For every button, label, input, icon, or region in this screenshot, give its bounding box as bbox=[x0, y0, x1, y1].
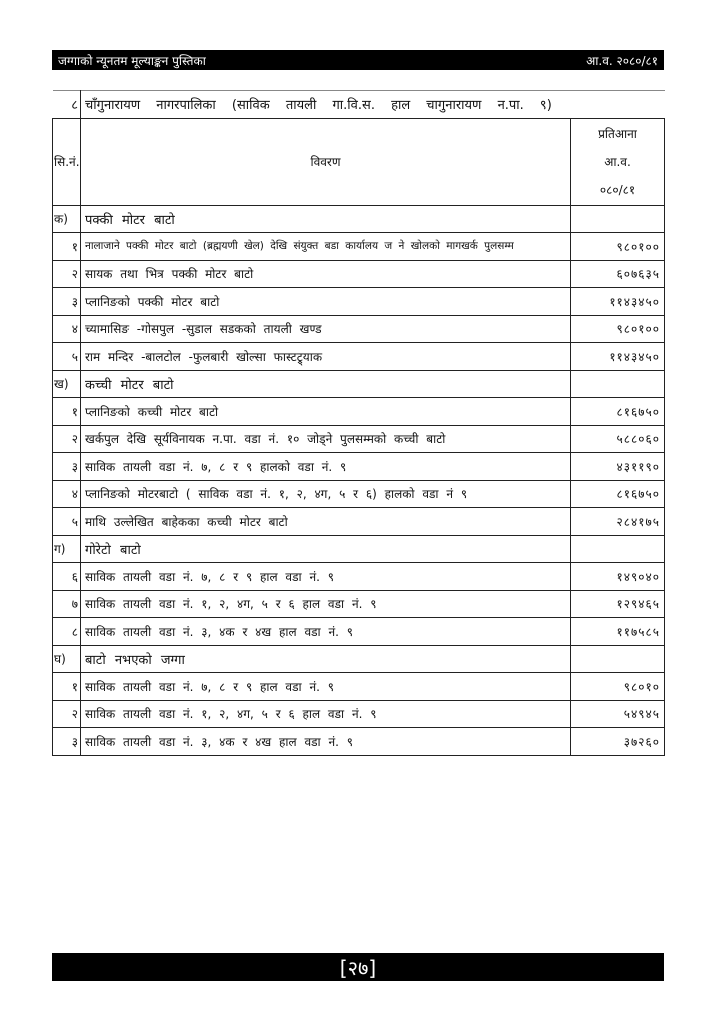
table-row bbox=[53, 618, 665, 646]
row-rate-value: ३७२६० bbox=[571, 728, 665, 756]
fiscal-year: आ.व. २०८०/८१ bbox=[586, 53, 658, 68]
table-row bbox=[53, 590, 665, 618]
row-description: साविक तायली वडा नं. १, २, ४ग, ५ र ६ हाल वडा नं. ९ bbox=[81, 590, 571, 618]
header-bar bbox=[52, 50, 664, 70]
row-rate-value: ६०७६३५ bbox=[571, 260, 665, 288]
header-rate bbox=[571, 118, 665, 205]
table-title-row bbox=[53, 91, 665, 119]
rate-table bbox=[52, 90, 665, 756]
table-row bbox=[53, 315, 665, 343]
row-description: साविक तायली वडा नं. १, २, ४ग, ५ र ६ हाल वडा नं. ९ bbox=[81, 700, 571, 728]
table-row bbox=[53, 343, 665, 371]
table-row bbox=[53, 673, 665, 701]
table-row bbox=[53, 700, 665, 728]
section-empty-cell bbox=[571, 535, 665, 563]
section-title: गोरेटो बाटो bbox=[81, 535, 571, 563]
row-description: सायक तथा भित्र पक्की मोटर बाटो bbox=[81, 260, 571, 288]
row-rate-value: ९८०१०० bbox=[571, 315, 665, 343]
row-description: प्लानिङको कच्ची मोटर बाटो bbox=[81, 398, 571, 426]
row-rate-value: ९८०१०० bbox=[571, 233, 665, 261]
header-sn: सि.नं. bbox=[53, 118, 81, 205]
book-title: जग्गाको न्यूनतम मूल्याङ्कन पुस्तिका bbox=[58, 53, 206, 68]
row-sn: ४ bbox=[53, 315, 81, 343]
row-sn: ७ bbox=[53, 590, 81, 618]
table-row bbox=[53, 480, 665, 508]
row-sn: १ bbox=[53, 673, 81, 701]
table-row bbox=[53, 728, 665, 756]
table-row bbox=[53, 453, 665, 481]
row-sn: १ bbox=[53, 233, 81, 261]
row-description: प्लानिङको पक्की मोटर बाटो bbox=[81, 288, 571, 316]
row-rate-value: ४३११९० bbox=[571, 453, 665, 481]
row-sn: ६ bbox=[53, 563, 81, 591]
table-row bbox=[53, 563, 665, 591]
section-title: कच्ची मोटर बाटो bbox=[81, 370, 571, 398]
section-row bbox=[53, 370, 665, 398]
row-description: नालाजाने पक्की मोटर बाटो (ब्रह्मयणी खेल) देखि संयुक्त बडा कार्यालय ज ने खोलको मागखर्क पुलसम्म bbox=[81, 233, 571, 261]
row-description: राम मन्दिर -बालटोल -फुलबारी खोल्सा फास्टट्र्याक bbox=[81, 343, 571, 371]
footer-bar bbox=[52, 953, 664, 981]
section-title: पक्की मोटर बाटो bbox=[81, 205, 571, 233]
header-rate-line3: ०८०/८१ bbox=[599, 182, 636, 197]
table-header-row bbox=[53, 118, 665, 205]
row-rate-value: ११४३४५० bbox=[571, 288, 665, 316]
table-row bbox=[53, 260, 665, 288]
row-rate-value: १२९४६५ bbox=[571, 590, 665, 618]
section-empty-cell bbox=[571, 205, 665, 233]
row-sn: ३ bbox=[53, 453, 81, 481]
table-row bbox=[53, 288, 665, 316]
row-rate-value: ११७५८५ bbox=[571, 618, 665, 646]
header-rate-line2: आ.व. bbox=[604, 154, 631, 169]
row-description: खर्कपुल देखि सूर्यविनायक न.पा. वडा नं. १० जोड्ने पुलसम्मको कच्ची बाटो bbox=[81, 425, 571, 453]
header-rate-line1: प्रतिआना bbox=[598, 126, 637, 141]
row-rate-value: ८१६७५० bbox=[571, 398, 665, 426]
table-row bbox=[53, 233, 665, 261]
row-sn: ४ bbox=[53, 480, 81, 508]
table-row bbox=[53, 508, 665, 536]
section-id: क) bbox=[53, 205, 81, 233]
row-description: साविक तायली वडा नं. ३, ४क र ४ख हाल वडा नं. ९ bbox=[81, 728, 571, 756]
row-rate-value: २८४१७५ bbox=[571, 508, 665, 536]
section-id: घ) bbox=[53, 645, 81, 673]
row-sn: २ bbox=[53, 700, 81, 728]
table-title: चाँगुनारायण नागरपालिका (साविक तायली गा.वि.स. हाल चागुनारायण न.पा. ९) bbox=[81, 91, 665, 119]
section-empty-cell bbox=[571, 370, 665, 398]
row-rate-value: ८१६७५० bbox=[571, 480, 665, 508]
row-sn: ५ bbox=[53, 508, 81, 536]
row-sn: ३ bbox=[53, 728, 81, 756]
row-rate-value: ५४९४५ bbox=[571, 700, 665, 728]
rate-table-container bbox=[52, 90, 664, 756]
row-description: साविक तायली वडा नं. ७, ८ र ९ हाल वडा नं. ९ bbox=[81, 673, 571, 701]
row-description: माथि उल्लेखित बाहेकका कच्ची मोटर बाटो bbox=[81, 508, 571, 536]
row-rate-value: १४९०४० bbox=[571, 563, 665, 591]
row-rate-value: ९८०१० bbox=[571, 673, 665, 701]
table-row bbox=[53, 425, 665, 453]
row-rate-value: ११४३४५० bbox=[571, 343, 665, 371]
table-row bbox=[53, 398, 665, 426]
row-description: साविक तायली वडा नं. ७, ८ र ९ हालको वडा नं. ९ bbox=[81, 453, 571, 481]
section-title: बाटो नभएको जग्गा bbox=[81, 645, 571, 673]
row-sn: ५ bbox=[53, 343, 81, 371]
row-description: साविक तायली वडा नं. ७, ८ र ९ हाल वडा नं. ९ bbox=[81, 563, 571, 591]
title-number: ८ bbox=[53, 91, 81, 119]
row-description: च्यामासिङ -गोसपुल -सुडाल सडकको तायली खण्ड bbox=[81, 315, 571, 343]
section-row bbox=[53, 645, 665, 673]
section-id: ख) bbox=[53, 370, 81, 398]
row-sn: २ bbox=[53, 260, 81, 288]
row-sn: ८ bbox=[53, 618, 81, 646]
row-sn: २ bbox=[53, 425, 81, 453]
row-sn: १ bbox=[53, 398, 81, 426]
section-empty-cell bbox=[571, 645, 665, 673]
row-description: प्लानिङको मोटरबाटो ( साविक वडा नं. १, २, ४ग, ५ र ६) हालको वडा नं ९ bbox=[81, 480, 571, 508]
section-row bbox=[53, 535, 665, 563]
section-id: ग) bbox=[53, 535, 81, 563]
header-description: विवरण bbox=[81, 118, 571, 205]
row-rate-value: ५८८०६० bbox=[571, 425, 665, 453]
row-description: साविक तायली वडा नं. ३, ४क र ४ख हाल वडा नं. ९ bbox=[81, 618, 571, 646]
section-row bbox=[53, 205, 665, 233]
page-number: [२७] bbox=[339, 955, 377, 980]
row-sn: ३ bbox=[53, 288, 81, 316]
